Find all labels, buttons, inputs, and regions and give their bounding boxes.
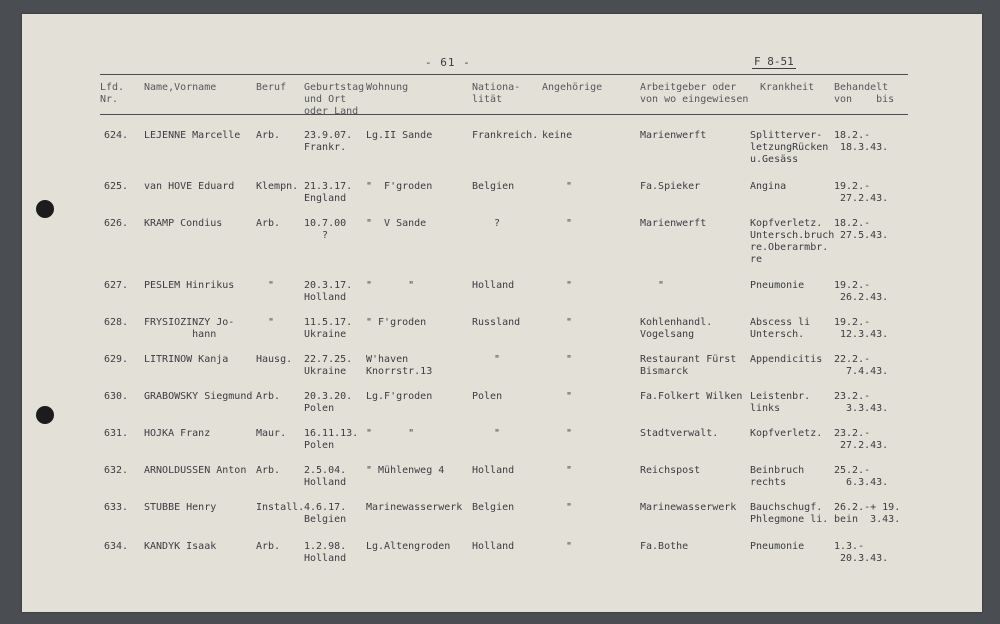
header-bottom-rule bbox=[100, 114, 908, 115]
cell-wohnung: W'haven Knorrstr.13 bbox=[366, 354, 433, 377]
cell-arbeitgeber: Marinewasserwerk bbox=[640, 502, 737, 513]
cell-krankheit: Leistenbr. links bbox=[750, 391, 811, 414]
cell-nr: 631. bbox=[104, 428, 129, 439]
cell-behandelt: 19.2.- 26.2.43. bbox=[834, 280, 889, 303]
cell-geburt: 2.5.04. Holland bbox=[304, 465, 347, 488]
cell-wohnung: " F'groden bbox=[366, 317, 427, 328]
cell-nr: 630. bbox=[104, 391, 129, 402]
cell-beruf: Arb. bbox=[256, 541, 281, 552]
cell-nr: 632. bbox=[104, 465, 129, 476]
cell-angehoerige: " bbox=[566, 428, 573, 439]
cell-nationalitaet: Frankreich. bbox=[472, 130, 539, 141]
cell-nationalitaet: Holland bbox=[472, 541, 515, 552]
cell-nationalitaet: Belgien bbox=[472, 181, 515, 192]
cell-nr: 628. bbox=[104, 317, 129, 328]
cell-krankheit: Pneumonie bbox=[750, 280, 805, 291]
table-row bbox=[0, 428, 1000, 464]
table-row bbox=[0, 218, 1000, 265]
cell-name: LITRINOW Kanja bbox=[144, 354, 229, 365]
cell-behandelt: 19.2.- 12.3.43. bbox=[834, 317, 889, 340]
cell-behandelt: 1.3.- 20.3.43. bbox=[834, 541, 889, 564]
cell-angehoerige: " bbox=[566, 541, 573, 552]
cell-name: ARNOLDUSSEN Anton bbox=[144, 465, 247, 476]
cell-geburt: 1.2.98. Holland bbox=[304, 541, 347, 564]
cell-nr: 633. bbox=[104, 502, 129, 513]
cell-nr: 624. bbox=[104, 130, 129, 141]
cell-arbeitgeber: Restaurant Fürst Bismarck bbox=[640, 354, 737, 377]
cell-nationalitaet: ? bbox=[494, 218, 501, 229]
cell-nationalitaet: Polen bbox=[472, 391, 503, 402]
cell-krankheit: Splitterver- letzungRücken u.Gesäss bbox=[750, 130, 829, 165]
cell-nr: 634. bbox=[104, 541, 129, 552]
cell-behandelt: 26.2.-+ 19. bein 3.43. bbox=[834, 502, 901, 525]
cell-wohnung: " " bbox=[366, 428, 415, 439]
table-row bbox=[0, 280, 1000, 316]
header-behandelt: Behandelt von bis bbox=[834, 82, 895, 105]
cell-geburt: 4.6.17. Belgien bbox=[304, 502, 347, 525]
cell-nationalitaet: Russland bbox=[472, 317, 521, 328]
table-row bbox=[0, 181, 1000, 217]
cell-nr: 626. bbox=[104, 218, 129, 229]
cell-arbeitgeber: Kohlenhandl. Vogelsang bbox=[640, 317, 713, 340]
cell-geburt: 22.7.25. Ukraine bbox=[304, 354, 353, 377]
cell-beruf: Arb. bbox=[256, 218, 281, 229]
cell-krankheit: Bauchschugf. Phlegmone li. bbox=[750, 502, 829, 525]
cell-arbeitgeber: " bbox=[640, 280, 665, 291]
cell-behandelt: 23.2.- 3.3.43. bbox=[834, 391, 889, 414]
cell-wohnung: " F'groden bbox=[366, 181, 433, 192]
cell-krankheit: Pneumonie bbox=[750, 541, 805, 552]
header-krankheit: Krankheit bbox=[760, 82, 815, 93]
cell-name: STUBBE Henry bbox=[144, 502, 217, 513]
table-row bbox=[0, 317, 1000, 353]
cell-geburt: 11.5.17. Ukraine bbox=[304, 317, 353, 340]
table-row bbox=[0, 502, 1000, 538]
cell-geburt: 21.3.17. England bbox=[304, 181, 353, 204]
cell-beruf: Klempn. bbox=[256, 181, 299, 192]
header-nationalitaet: Nationa- lität bbox=[472, 82, 521, 105]
document-reference: F 8-51 bbox=[754, 55, 794, 68]
cell-behandelt: 25.2.- 6.3.43. bbox=[834, 465, 889, 488]
cell-beruf: " bbox=[268, 317, 275, 328]
cell-behandelt: 23.2.- 27.2.43. bbox=[834, 428, 889, 451]
header-arbeitgeber: Arbeitgeber oder von wo eingewiesen bbox=[640, 82, 749, 105]
header-name: Name,Vorname bbox=[144, 82, 217, 93]
cell-beruf: Arb. bbox=[256, 465, 281, 476]
cell-beruf: " bbox=[268, 280, 275, 291]
table-row bbox=[0, 391, 1000, 427]
header-angehoerige: Angehörige bbox=[542, 82, 603, 93]
cell-name: van HOVE Eduard bbox=[144, 181, 235, 192]
header-geburt: Geburtstag und Ort oder Land bbox=[304, 82, 365, 117]
cell-behandelt: 22.2.- 7.4.43. bbox=[834, 354, 889, 377]
cell-nationalitaet: Belgien bbox=[472, 502, 515, 513]
cell-wohnung: Lg.II Sande bbox=[366, 130, 433, 141]
page-number: - 61 - bbox=[425, 56, 471, 69]
table-row bbox=[0, 541, 1000, 577]
cell-krankheit: Appendicitis bbox=[750, 354, 823, 365]
cell-nr: 629. bbox=[104, 354, 129, 365]
cell-name: HOJKA Franz bbox=[144, 428, 211, 439]
cell-arbeitgeber: Reichspost bbox=[640, 465, 701, 476]
cell-arbeitgeber: Fa.Bothe bbox=[640, 541, 689, 552]
cell-behandelt: 19.2.- 27.2.43. bbox=[834, 181, 889, 204]
cell-beruf: Arb. bbox=[256, 130, 281, 141]
cell-nationalitaet: " bbox=[494, 428, 501, 439]
cell-angehoerige: " bbox=[566, 218, 573, 229]
cell-nr: 625. bbox=[104, 181, 129, 192]
cell-behandelt: 18.2.- 27.5.43. bbox=[834, 218, 889, 241]
cell-nationalitaet: Holland bbox=[472, 280, 515, 291]
header-wohnung: Wohnung bbox=[366, 82, 409, 93]
cell-wohnung: Lg.Altengroden bbox=[366, 541, 451, 552]
cell-behandelt: 18.2.- 18.3.43. bbox=[834, 130, 889, 153]
cell-name: LEJENNE Marcelle bbox=[144, 130, 241, 141]
cell-wohnung: " " bbox=[366, 280, 415, 291]
cell-geburt: 23.9.07. Frankr. bbox=[304, 130, 353, 153]
cell-geburt: 20.3.20. Polen bbox=[304, 391, 353, 414]
cell-wohnung: Marinewasserwerk bbox=[366, 502, 463, 513]
cell-beruf: Maur. bbox=[256, 428, 287, 439]
cell-arbeitgeber: Fa.Folkert Wilken bbox=[640, 391, 743, 402]
cell-nationalitaet: Holland bbox=[472, 465, 515, 476]
cell-wohnung: " Mühlenweg 4 bbox=[366, 465, 445, 476]
cell-wohnung: Lg.F'groden bbox=[366, 391, 433, 402]
cell-angehoerige: " bbox=[566, 465, 573, 476]
cell-name: KRAMP Condius bbox=[144, 218, 223, 229]
cell-beruf: Hausg. bbox=[256, 354, 293, 365]
header-nr: Lfd. Nr. bbox=[100, 82, 125, 105]
table-row bbox=[0, 465, 1000, 501]
cell-geburt: 20.3.17. Holland bbox=[304, 280, 353, 303]
cell-arbeitgeber: Stadtverwalt. bbox=[640, 428, 719, 439]
cell-name: GRABOWSKY Siegmund bbox=[144, 391, 253, 402]
cell-angehoerige: " bbox=[566, 354, 573, 365]
cell-arbeitgeber: Marienwerft bbox=[640, 218, 707, 229]
cell-angehoerige: " bbox=[566, 502, 573, 513]
cell-beruf: Install. bbox=[256, 502, 305, 513]
cell-angehoerige: " bbox=[566, 181, 573, 192]
table-row bbox=[0, 130, 1000, 166]
cell-nationalitaet: " bbox=[494, 354, 501, 365]
cell-arbeitgeber: Marienwerft bbox=[640, 130, 707, 141]
cell-name: PESLEM Hinrikus bbox=[144, 280, 235, 291]
cell-krankheit: Beinbruch rechts bbox=[750, 465, 805, 488]
cell-geburt: 16.11.13. Polen bbox=[304, 428, 359, 451]
cell-angehoerige: " bbox=[566, 317, 573, 328]
cell-angehoerige: " bbox=[566, 391, 573, 402]
cell-krankheit: Kopfverletz. bbox=[750, 428, 823, 439]
cell-name: FRYSIOZINZY Jo- hann bbox=[144, 317, 235, 340]
cell-krankheit: Abscess li Untersch. bbox=[750, 317, 811, 340]
header-beruf: Beruf bbox=[256, 82, 287, 93]
cell-angehoerige: keine bbox=[542, 130, 573, 141]
cell-geburt: 10.7.00 ? bbox=[304, 218, 347, 241]
cell-wohnung: " V Sande bbox=[366, 218, 427, 229]
cell-angehoerige: " bbox=[566, 280, 573, 291]
cell-krankheit: Kopfverletz. Untersch.bruch re.Oberarmbr. re bbox=[750, 218, 835, 265]
cell-krankheit: Angina bbox=[750, 181, 787, 192]
cell-nr: 627. bbox=[104, 280, 129, 291]
cell-beruf: Arb. bbox=[256, 391, 281, 402]
header-top-rule bbox=[100, 74, 908, 75]
table-row bbox=[0, 354, 1000, 390]
cell-arbeitgeber: Fa.Spieker bbox=[640, 181, 701, 192]
cell-name: KANDYK Isaak bbox=[144, 541, 217, 552]
